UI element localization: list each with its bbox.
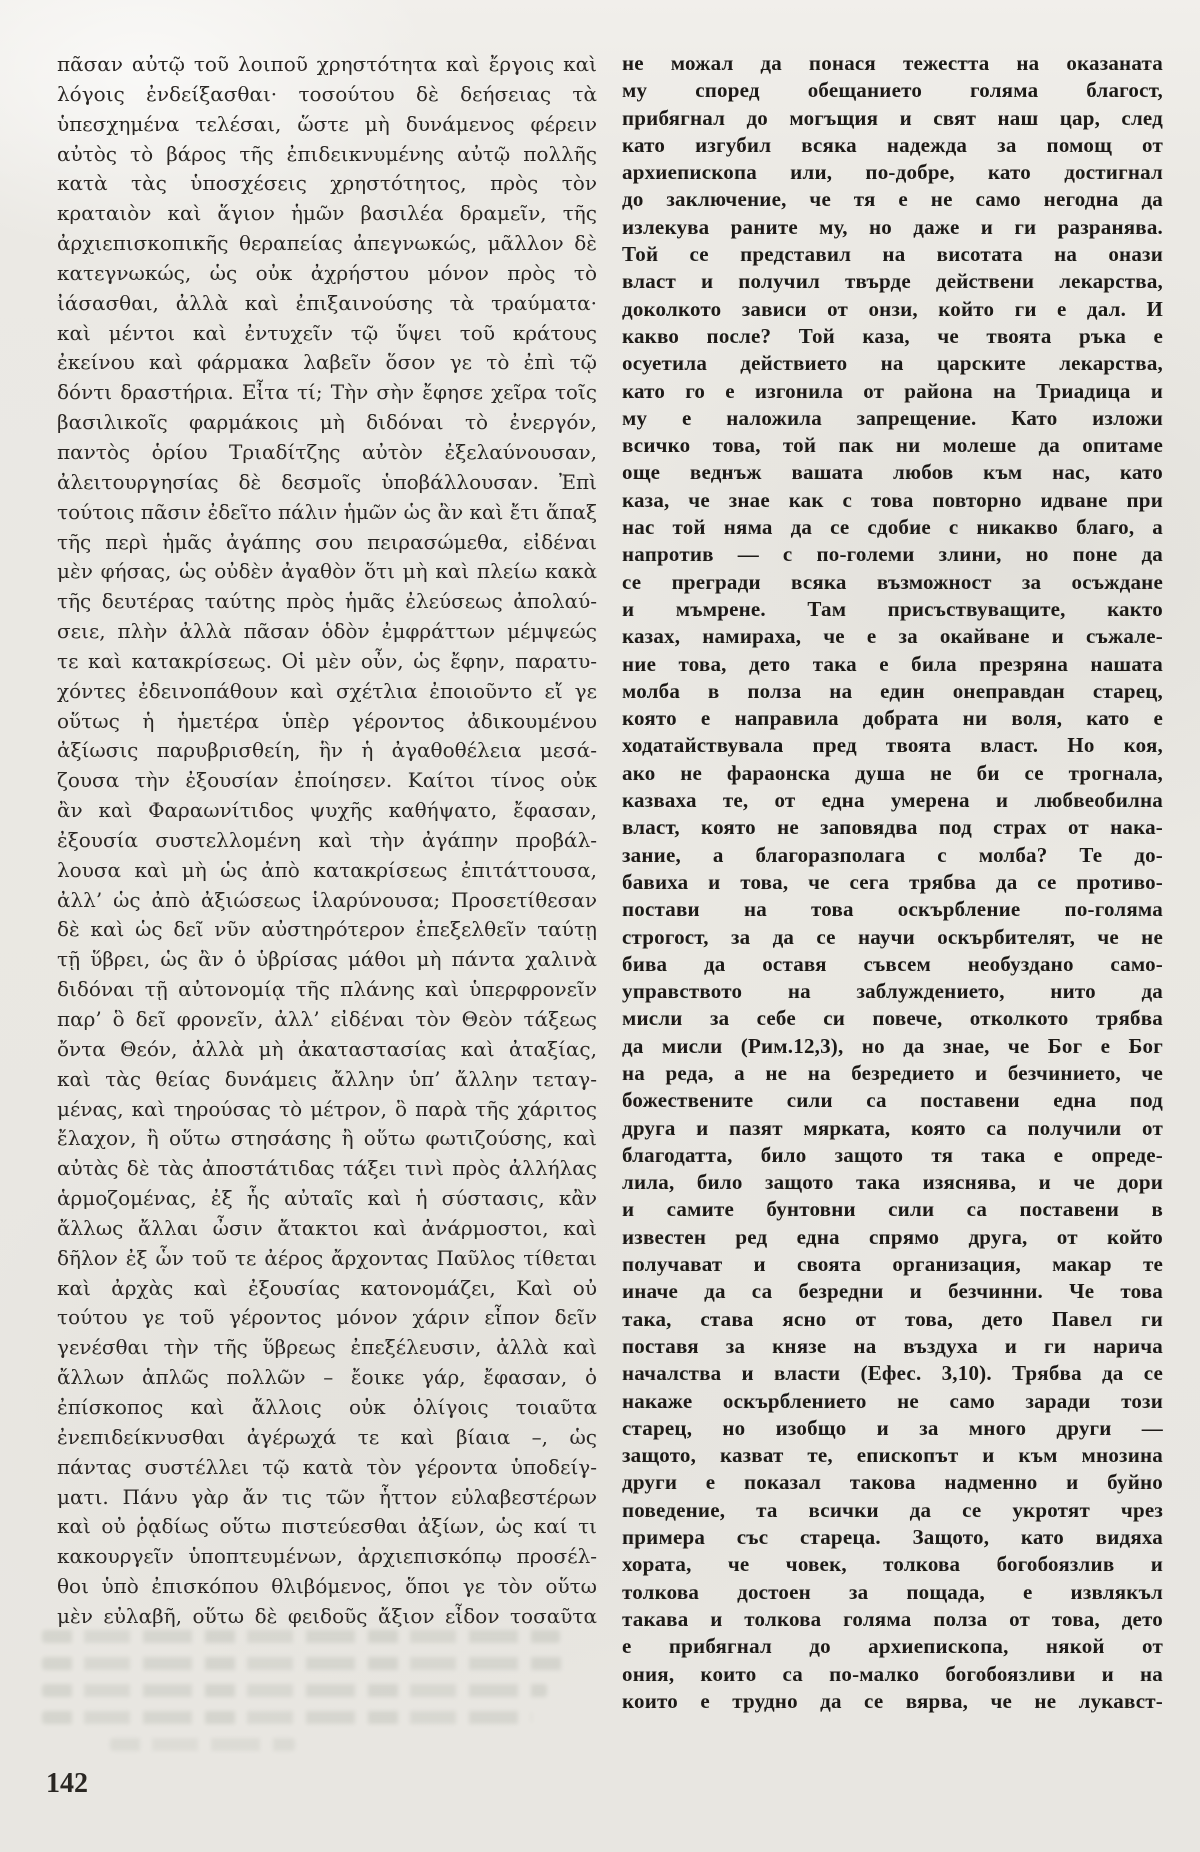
text-line: като го е изгонила от района на Триадица и (622, 378, 1163, 403)
text-line: му според обещанието голяма благост, (622, 78, 1163, 103)
page-number: 142 (46, 1768, 88, 1799)
text-line: ἄλλως ἄλλαι ὦσιν ἄτακτοι καὶ ἀνάρμοστοι, καὶ (57, 1215, 597, 1240)
text-line: τε καὶ κατακρίσεως. Οἱ μὲν οὖν, ὡς ἔφην, παρατυ- (57, 648, 597, 673)
text-line: ἀλλ’ ὡς ἀπὸ ἀξιώσεως ἱλαρύνουσα; Προσετίθεσαν (57, 887, 597, 912)
text-line: αὐτὸς τὸ βάρος τῆς ἐπιδεικνυμένης αὐτῷ πολλῆς (57, 141, 597, 166)
text-line: е прибягнал до архиепископа, някой от (622, 1634, 1163, 1659)
text-line: ἂν καὶ Φαραωνίτιδος ψυχῆς καθήψατο, ἔφασαν, (57, 798, 597, 823)
bleed-through-line (42, 1684, 547, 1697)
text-line: ние това, дето така е била презряна нашата (622, 651, 1163, 676)
text-line: ἰάσασθαι, ἀλλὰ καὶ ἐπιξαινούσης τὰ τραύματα· (57, 290, 597, 315)
text-line: хората, че човек, толкова богобоязлив и (622, 1552, 1163, 1577)
text-line: всичко това, той пак ни молеше да опитаме (622, 433, 1163, 458)
text-line: още веднъж вашата любов към нас, като (622, 460, 1163, 485)
text-line: ζουσα τὴν ἐξουσίαν ἐποίησεν. Καίτοι τίνος οὐκ (57, 768, 597, 793)
text-line: μὲν εὐλαβῆ, οὕτω δὲ φειδοῦς ἄξιον εἶδον τοσαῦτα (57, 1603, 597, 1628)
text-line: се прегради всяка възможност за осъждане (622, 569, 1163, 594)
text-line: бива да оставя съвсем необуздано само- (622, 951, 1163, 976)
text-line: и самите бунтовни сили са поставени в (622, 1197, 1163, 1222)
text-line: πᾶσαν αὐτῷ τοῦ λοιποῦ χρηστότητα καὶ ἔργοις καὶ (57, 52, 597, 76)
text-line: получават и своята организация, макар те (622, 1252, 1163, 1277)
text-line: τούτου γε τοῦ γέροντος μόνον χάριν εἶπον δεῖν (57, 1305, 597, 1330)
bleed-through-line (42, 1630, 560, 1643)
text-line: постави на това оскърбление по-голяма (622, 897, 1163, 922)
text-line: δόντι δραστήρια. Εἶτα τί; Τὴν σὴν ἔφησε χεῖρα τοῖς (57, 380, 597, 405)
text-line: ἐκείνου καὶ φάρμακα λαβεῖν ὅσον γε τὸ ἐπὶ τῷ (57, 350, 597, 375)
text-line: лила, било защото така изяснява, и че дори (622, 1170, 1163, 1195)
text-line: καὶ οὐ ῥᾳδίως οὕτω πιστεύεσθαι ἀξίων, ὡς καί τι (57, 1514, 597, 1539)
text-line: γενέσθαι τὴν τῆς ὕβρεως ἐπεξέλευσιν, ἀλλὰ καὶ (57, 1335, 597, 1360)
text-line: толкова достоен за пощада, е извлякъл (622, 1579, 1163, 1604)
text-line: ходатайствувала пред твоята власт. Но коя, (622, 733, 1163, 758)
text-line: бавиха и това, че сега трябва да се противо- (622, 869, 1163, 894)
text-line: μὲν φήσας, ὡς οὐδὲν ἀγαθὸν ὅτι μὴ καὶ πλείω κακὰ (57, 559, 597, 584)
text-line: поставя за князе на въздуха и ги нарича (622, 1333, 1163, 1358)
text-line: управството на заблуждението, нито да (622, 979, 1163, 1004)
text-line: θοι ὑπὸ ἐπισκόπου θλιβόμενος, ὅποι γε τὸν οὕτω (57, 1574, 597, 1599)
text-line: каза, че знае как с това повторно идване при (622, 487, 1163, 512)
text-line: началства и власти (Ефес. 3,10). Трябва да се (622, 1361, 1163, 1386)
text-line: молба в полза на един онеправдан старец, (622, 678, 1163, 703)
text-line: κατεγνωκώς, ὡς οὐκ ἀχρήστου μόνον πρὸς τὸ (57, 260, 597, 285)
text-line: κατὰ τὰς ὑποσχέσεις χρηστότητος, πρὸς τὸν (57, 171, 597, 196)
text-line: ἐξουσία συστελλομένη καὶ τὴν ἀγάπην προβάλ- (57, 827, 597, 852)
text-line: строгост, за да се научи оскърбителят, че не (622, 924, 1163, 949)
text-line: καὶ ἀρχὰς καὶ ἐξουσίας κατονομάζει, Καὶ οὐ (57, 1275, 597, 1300)
text-line: ἁρμοζομένας, ἐξ ἧς αὐταῖς καὶ ἡ σύστασις, κἂν (57, 1186, 597, 1211)
text-line: καὶ τὰς θείας δυνάμεις ἄλλην ὑπ’ ἄλλην τεταγ- (57, 1066, 597, 1091)
text-line: Той се представил на висотата на онази (622, 242, 1163, 267)
text-line: ἀξίωσις παρυβρισθείη, ἣν ἡ ἀγαθοθέλεια μεσά- (57, 738, 597, 763)
text-line: нас той няма да се сдобие с никакво благо, а (622, 515, 1163, 540)
text-line: мисли за себе си повече, отколкото трябва (622, 1006, 1163, 1031)
text-line: прибягнал до могъщия и свят наш цар, след (622, 105, 1163, 130)
bleed-through-text (42, 1630, 572, 1765)
text-line: ὑπεσχημένα τελέσαι, ὥστε μὴ δυνάμενος φέρειν (57, 111, 597, 136)
text-line: δῆλον ἐξ ὧν τοῦ τε ἀέρος ἄρχοντας Παῦλος τίθεται (57, 1245, 597, 1270)
text-line: защото, казват те, епископът и към мнозина (622, 1443, 1163, 1468)
text-line: τῆς δευτέρας ταύτης πρὸς ἡμᾶς ἐλεύσεως ἀπολαύ- (57, 589, 597, 614)
text-line: λόγοις ἐνδείξασθαι· τοσούτου δὲ δεήσειας τὰ (57, 81, 597, 106)
text-line: καὶ μέντοι καὶ ἐντυχεῖν τῷ ὕψει τοῦ κράτους (57, 320, 597, 345)
text-line: не можал да понася тежестта на оказаната (622, 51, 1163, 75)
bleed-through-line (110, 1738, 295, 1751)
text-line: му е наложила запрещение. Като изложи (622, 405, 1163, 430)
text-line: ἀρχιεπισκοπικῆς θεραπείας ἀπεγνωκώς, μᾶλλον δὲ (57, 231, 597, 256)
text-line: доколкото зависи от онзи, който ги е дал. И (622, 296, 1163, 321)
text-line: зание, а благоразполага с молба? Те до- (622, 842, 1163, 867)
text-line: благодатта, било защото тя така е опреде- (622, 1142, 1163, 1167)
text-line: μένας, καὶ τηρούσας τὸ μέτρον, ὃ παρὰ τῆς χάριτος (57, 1096, 597, 1121)
text-line: поведение, та всички да се укротят чрез (622, 1497, 1163, 1522)
text-line: σειε, πλὴν ἀλλὰ πᾶσαν ὁδὸν ἐμφράττων μέμψεώς (57, 619, 597, 644)
text-line: διδόναι τῇ αὐτονομίᾳ τῆς πλάνης καὶ ὑπερφρονεῖν (57, 977, 597, 1002)
text-line: която е направила добрата ни воля, като е (622, 706, 1163, 731)
text-line: други е показал такова надменно и буйно (622, 1470, 1163, 1495)
text-line: βασιλικοῖς φαρμάκοις μὴ διδόναι τὸ ἐνεργόν, (57, 410, 597, 435)
text-line: старец, но изобщо и за много други — (622, 1415, 1163, 1440)
text-line: архиепископа или, по-добре, като достигнал (622, 160, 1163, 185)
text-line: δὲ καὶ ὡς δεῖ νῦν αὐστηρότερον ἐπεξελθεῖν ταύτῃ (57, 917, 597, 942)
text-line: ματι. Πάνυ γὰρ ἄν τις τῶν ἧττον εὐλαβεστέρων (57, 1484, 597, 1509)
text-line: ἀλειτουργησίας δὲ δεσμοῖς ὑποβάλλουσαν. Ἐπὶ (57, 469, 597, 494)
text-line: казваха те, от една умерена и любвеобилна (622, 788, 1163, 813)
text-line: παντὸς ὁρίου Τριαδίτζης αὐτὸν ἐξελαύνουσαν, (57, 439, 597, 464)
text-line: иначе да са безредни и безчинни. Че това (622, 1279, 1163, 1304)
text-line: κακουργεῖν ὑποπτευμένων, ἀρχιεπισκόπῳ προσέλ- (57, 1544, 597, 1569)
text-line: τούτοις πᾶσιν ἐδεῖτο πάλιν ἡμῶν ὡς ἂν καὶ ἔτι ἅπαξ (57, 499, 597, 524)
text-line: αὐτὰς δὲ τὰς ἀποστάτιδας τάξει τινὶ πρὸς ἀλλήλας (57, 1156, 597, 1181)
text-line: до заключение, че тя е не само негодна да (622, 187, 1163, 212)
text-line: какво после? Той каза, че твоята ръка е (622, 323, 1163, 348)
text-line: ὄντα Θεόν, ἀλλὰ μὴ ἀκαταστασίας καὶ ἀταξίας, (57, 1036, 597, 1061)
text-line: друга и пазят мярката, която са получили от (622, 1115, 1163, 1140)
text-line: като изгубил всяка надежда за помощ от (622, 132, 1163, 157)
text-line: божествените сили са поставени една под (622, 1088, 1163, 1113)
text-line: власт, която не заповядва под страх от нака- (622, 815, 1163, 840)
text-line: ония, които са по-малко богобоязливи и на (622, 1661, 1163, 1686)
text-line: πάντας συστέλλει τῷ κατὰ τὸν γέροντα ὑποδείγ- (57, 1454, 597, 1479)
text-line: излекува раните му, но даже и ги разранява. (622, 214, 1163, 239)
text-line: осуетила действието на царските лекарства, (622, 351, 1163, 376)
text-line: ἄλλων ἁπλῶς πολλῶν – ἔοικε γάρ, ἔφασαν, ὁ (57, 1365, 597, 1390)
text-line: τῇ ὕβρει, ὡς ἂν ὁ ὑβρίσας μάθοι μὴ πάντα χαλινὰ (57, 947, 597, 972)
text-line: ἔλαχον, ἢ οὕτω στησάσης ἢ οὕτω φωτιζούσης, καὶ (57, 1126, 597, 1151)
bleed-through-line (42, 1657, 570, 1670)
text-line: известен ред една спрямо друга, от който (622, 1224, 1163, 1249)
text-line: които е трудно да се вярва, че не лукавст- (622, 1688, 1163, 1713)
text-line: ако не фараонска душа не би се трогнала, (622, 760, 1163, 785)
text-line: власт и получил твърде действени лекарства, (622, 269, 1163, 294)
text-line: τῆς περὶ ἡμᾶς ἀγάπης σου πειρασώμεθα, εἰδέναι (57, 529, 597, 554)
text-line: така, става ясно от това, дето Павел ги (622, 1306, 1163, 1331)
text-line: такава и толкова голяма полза от това, дето (622, 1606, 1163, 1631)
bulgarian-column (622, 50, 1163, 1715)
text-line: напротив — с по-големи злини, но поне да (622, 542, 1163, 567)
text-line: κραταιὸν καὶ ἅγιον ἡμῶν βασιλέα δραμεῖν, τῆς (57, 201, 597, 226)
bleed-through-line (42, 1711, 532, 1724)
text-line: ἐπίσκοπος καὶ ἄλλοις οὐκ ὀλίγοις τοιαῦτα (57, 1394, 597, 1419)
text-line: παρ’ ὃ δεῖ φρονεῖν, ἀλλ’ εἰδέναι τὸν Θεὸν τάξεως (57, 1007, 597, 1031)
text-line: οὕτως ἡ ἡμετέρα ὑπὲρ γέροντος ἀδικουμένου (57, 708, 597, 733)
text-line: казах, намираха, че е за окайване и съжале- (622, 624, 1163, 649)
text-line: примера със стареца. Защото, като видяха (622, 1525, 1163, 1550)
text-line: ἐνεπιδείκνυσθαι ἀγέρωχά τε καὶ βίαια –, ὡς (57, 1424, 597, 1449)
text-line: и мъмрене. Там присъствуващите, както (622, 596, 1163, 621)
text-line: накаже оскърблението не само заради този (622, 1388, 1163, 1413)
text-line: да мисли (Рим.12,3), но да знае, че Бог е Бог (622, 1033, 1163, 1058)
greek-column (57, 50, 597, 1632)
text-line: λουσα καὶ μὴ ὡς ἀπὸ κατακρίσεως ἐπιτάττουσα, (57, 857, 597, 882)
text-line: на реда, а не на безредието и безчинието, че (622, 1060, 1163, 1085)
text-line: χόντες ἐδεινοπάθουν καὶ σχέτλια ἐποιοῦντο εἴ γε (57, 678, 597, 703)
